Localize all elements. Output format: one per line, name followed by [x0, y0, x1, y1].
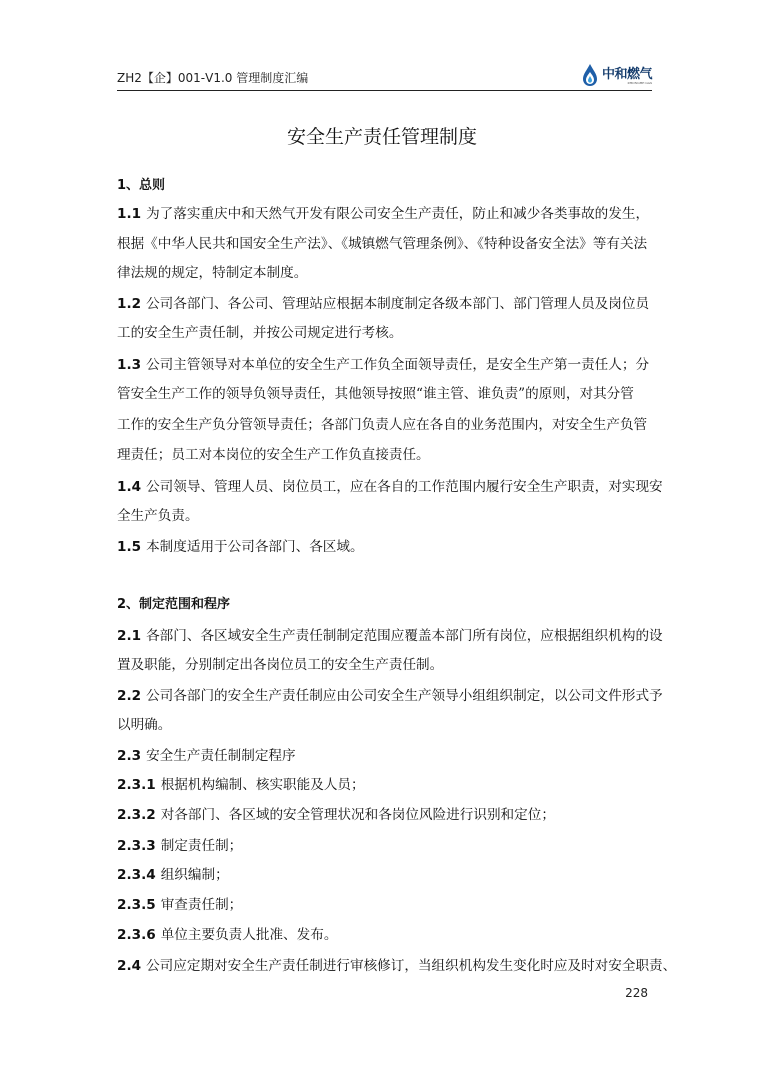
- line-text: 组织编制；: [160, 867, 229, 883]
- line-text: 审查责任制；: [160, 897, 243, 913]
- line-text: 以明确。: [117, 717, 172, 733]
- page-header: [117, 62, 652, 90]
- page-number: 228: [625, 986, 648, 1000]
- paragraph-line: [117, 837, 242, 855]
- paragraph-line: [117, 416, 647, 434]
- paragraph-line: [117, 324, 402, 342]
- line-text: 全生产负责。: [117, 508, 199, 524]
- paragraph-line: [117, 747, 296, 765]
- line-text: 本制度适用于公司各部门、各区域。: [146, 539, 364, 555]
- line-text: 各部门、各区域安全生产责任制制定范围应覆盖本部门所有岗位，应根据组织机构的设: [146, 628, 663, 644]
- flame-drop-icon: [581, 63, 599, 87]
- line-text: 公司各部门的安全生产责任制应由公司安全生产领导小组组织制定，以公司文件形式予: [146, 688, 663, 704]
- section-heading: [117, 177, 165, 195]
- document-title: 安全生产责任管理制度: [286, 126, 477, 148]
- line-text: 公司领导、管理人员、岗位员工，应在各自的工作范围内履行安全生产职责，对实现安: [146, 479, 663, 495]
- paragraph-line: [117, 295, 649, 313]
- clause-number: 1.1: [117, 206, 142, 222]
- paragraph-line: [117, 957, 676, 975]
- clause-number: 2.4: [117, 958, 142, 974]
- line-text: 律法规的规定，特制定本制度。: [117, 265, 308, 281]
- paragraph-line: [117, 866, 229, 884]
- paragraph-line: [117, 896, 242, 914]
- paragraph-line: [117, 538, 364, 556]
- paragraph-line: [117, 687, 663, 705]
- line-text: 根据《中华人民共和国安全生产法》、《城镇燃气管理条例》、《特种设备安全法》等有关法: [117, 236, 648, 252]
- logo-subtext: ZHONGHE GAS: [627, 81, 652, 85]
- clause-number: 2.2: [117, 688, 142, 704]
- paragraph-line: [117, 627, 663, 645]
- line-text: 制定责任制；: [160, 838, 243, 854]
- paragraph-line: [117, 507, 199, 525]
- line-text: 管安全生产工作的领导负领导责任，其他领导按照“谁主管、谁负责”的原则，对其分管: [117, 386, 634, 402]
- line-text: 安全生产责任制制定程序: [146, 748, 296, 764]
- paragraph-line: [117, 205, 649, 223]
- logo-text: 中和燃气: [601, 67, 652, 82]
- clause-number: 2.3.2: [117, 807, 156, 823]
- header-doc-code: ZH2【企】001-V1.0 管理制度汇编: [117, 71, 309, 85]
- paragraph-line: [117, 716, 171, 734]
- paragraph-line: [117, 776, 365, 794]
- clause-number: 1.4: [117, 479, 142, 495]
- clause-number: 2.3: [117, 748, 142, 764]
- line-text: 工作的安全生产负分管领导责任；各部门负责人应在各自的业务范围内，对安全生产负管: [117, 417, 648, 433]
- clause-number: 2.3.6: [117, 927, 156, 943]
- paragraph-line: [117, 926, 337, 944]
- line-text: 1、总则: [117, 178, 166, 193]
- paragraph-line: [117, 656, 443, 674]
- paragraph-line: [117, 356, 649, 374]
- clause-number: 2.1: [117, 628, 142, 644]
- clause-number: 2.3.5: [117, 897, 156, 913]
- clause-number: 2.3.4: [117, 867, 156, 883]
- line-text: 2、制定范围和程序: [117, 597, 231, 612]
- line-text: 公司应定期对安全生产责任制进行审核修订，当组织机构发生变化时应及时对安全职责、: [146, 958, 677, 974]
- paragraph-line: [117, 806, 555, 824]
- line-text: 公司主管领导对本单位的安全生产工作负全面领导责任，是安全生产第一责任人；分: [146, 357, 650, 373]
- line-text: 单位主要负责人批准、发布。: [160, 927, 338, 943]
- line-text: 公司各部门、各公司、管理站应根据本制度制定各级本部门、部门管理人员及岗位员: [146, 296, 650, 312]
- clause-number: 1.2: [117, 296, 142, 312]
- paragraph-line: [117, 446, 430, 464]
- paragraph-line: [117, 478, 663, 496]
- clause-number: 1.3: [117, 357, 142, 373]
- paragraph-line: [117, 264, 307, 282]
- line-text: 对各部门、各区域的安全管理状况和各岗位风险进行识别和定位；: [160, 807, 555, 823]
- line-text: 置及职能，分别制定出各岗位员工的安全生产责任制。: [117, 657, 444, 673]
- line-text: 根据机构编制、核实职能及人员；: [160, 777, 365, 793]
- line-text: 工的安全生产责任制，并按公司规定进行考核。: [117, 325, 403, 341]
- clause-number: 2.3.3: [117, 838, 156, 854]
- paragraph-line: [117, 235, 647, 253]
- paragraph-line: [117, 385, 634, 403]
- line-text: 理责任；员工对本岗位的安全生产工作负直接责任。: [117, 447, 430, 463]
- header-divider: [117, 90, 652, 91]
- clause-number: 2.3.1: [117, 777, 156, 793]
- clause-number: 1.5: [117, 539, 142, 555]
- line-text: 为了落实重庆中和天然气开发有限公司安全生产责任，防止和减少各类事故的发生，: [146, 206, 650, 222]
- section-heading: [117, 596, 230, 614]
